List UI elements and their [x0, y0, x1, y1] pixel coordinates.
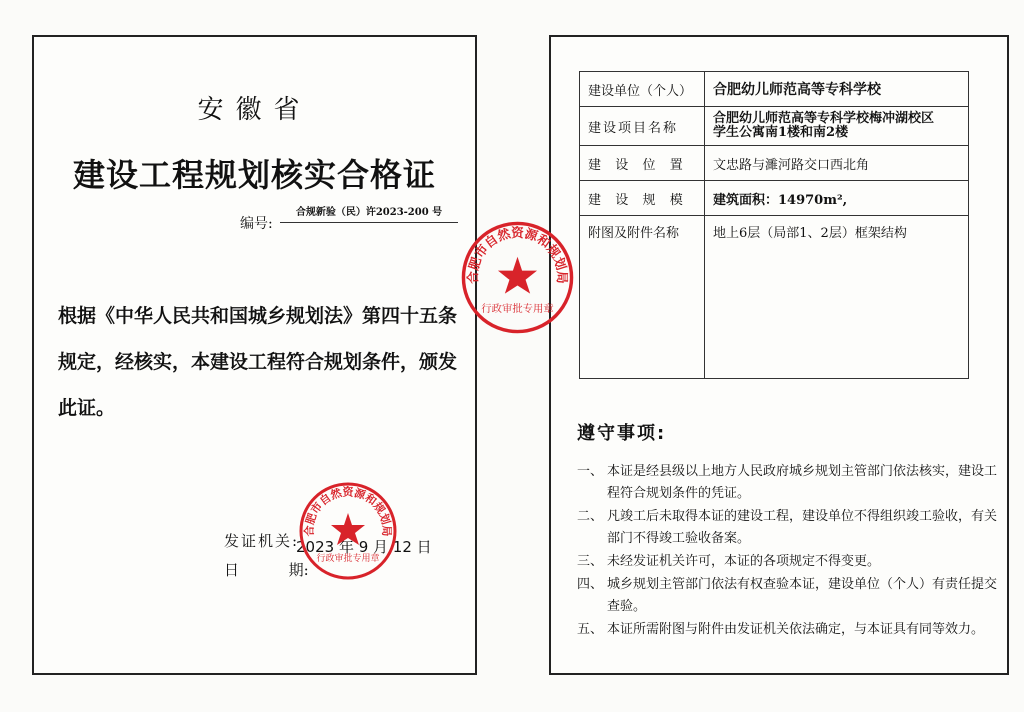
- list-item: 四、 城乡规划主管部门依法有权查验本证，建设单位（个人）有责任提交查验。: [577, 577, 998, 614]
- table-row: [580, 107, 969, 146]
- table-row: [580, 72, 969, 107]
- attachment-value: 地上6层（局部1、2层）框架结构: [705, 216, 969, 379]
- number-value: 合规新验（民）许2023-200 号: [280, 203, 458, 223]
- project-value-line-1: 合肥幼儿师范高等专科学校梅冲湖校区: [713, 111, 935, 126]
- unit-value: 合肥幼儿师范高等专科学校: [705, 72, 969, 107]
- location-label: 建 设 位 置: [580, 146, 705, 181]
- official-seal-icon: [298, 481, 398, 581]
- date-label-part-1: 日: [224, 561, 240, 579]
- table-row: [580, 216, 969, 379]
- seal-outer-text: 合肥市自然资源和规划局: [302, 485, 394, 537]
- certificate-left-page: [32, 35, 477, 675]
- issuer-label: 发证机关:: [224, 532, 300, 550]
- date-label: [224, 559, 309, 580]
- scale-value: 建筑面积：14970m²,: [705, 181, 969, 216]
- seal-inner-text: 行政审批专用章: [481, 303, 554, 315]
- certificate-body: 根据《中华人民共和国城乡规划法》第四十五条规定，经核实，本建设工程符合规划条件，颁发此证。: [58, 305, 458, 419]
- list-item: 二、 凡竣工后未取得本证的建设工程，建设单位不得组织竣工验收，有关部门不得竣工验收备案。: [577, 509, 998, 546]
- certificate-right-page: [549, 35, 1009, 675]
- project-value: [705, 107, 969, 146]
- seal-outer-text: 合肥市自然资源和规划局: [465, 224, 570, 284]
- unit-label: 建设单位（个人）: [580, 72, 705, 107]
- province-heading: 安徽省: [197, 95, 312, 125]
- issue-date: 2023 年 9 月 12 日: [296, 538, 432, 556]
- scale-label: 建 设 规 模: [580, 181, 705, 216]
- notice-list: [569, 461, 999, 642]
- certificate-title: 建设工程规划核实合格证: [72, 156, 436, 194]
- list-item: 三、 未经发证机关许可，本证的各项规定不得变更。: [577, 554, 881, 569]
- project-info-table: [579, 71, 969, 379]
- list-item: 五、 本证所需附图与附件由发证机关依法确定，与本证具有同等效力。: [577, 622, 985, 637]
- seal-inner-text: 行政审批专用章: [316, 554, 380, 564]
- date-label-part-2: 期:: [288, 561, 309, 579]
- project-label: 建设项目名称: [580, 107, 705, 146]
- project-value-line-2: 学生公寓南1楼和南2楼: [713, 125, 849, 140]
- table-row: [580, 146, 969, 181]
- table-row: [580, 181, 969, 216]
- list-item: 一、 本证是经县级以上地方人民政府城乡规划主管部门依法核实，建设工程符合规划条件的凭证。: [577, 464, 998, 501]
- location-value: 文忠路与濉河路交口西北角: [705, 146, 969, 181]
- notice-title: 遵守事项:: [577, 423, 667, 444]
- attachment-label: 附图及附件名称: [580, 216, 705, 379]
- number-label: 编号:: [240, 216, 273, 232]
- official-seal-icon: [460, 220, 575, 335]
